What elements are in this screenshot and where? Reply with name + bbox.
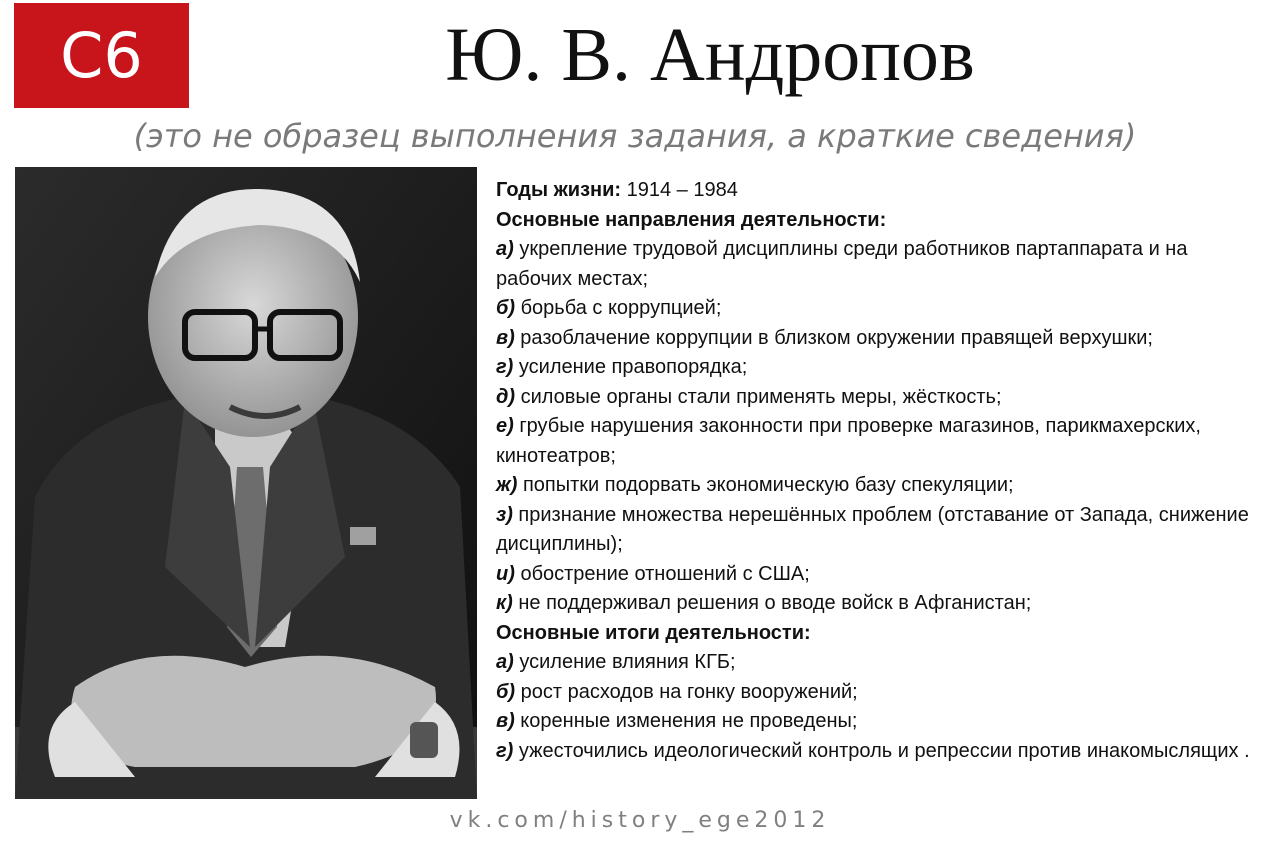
list-item: д) силовые органы стали применять меры, жёсткость; bbox=[496, 385, 1002, 408]
directions-heading: Основные направления деятельности: bbox=[496, 208, 887, 231]
years-value: 1914 – 1984 bbox=[621, 179, 738, 201]
list-item: к) не поддерживал решения о вводе войск в Афганистан; bbox=[496, 592, 1032, 614]
years-line bbox=[496, 176, 1266, 206]
list-item: ж) попытки подорвать экономическую базу спекуляции; bbox=[496, 474, 1014, 496]
list-item: в) коренные изменения не проведены; bbox=[496, 710, 858, 732]
list-item: и) обострение отношений с США; bbox=[496, 562, 810, 585]
list-item: г) ужесточились идеологический контроль и репрессии против инакомыслящих . bbox=[496, 739, 1250, 762]
portrait-illustration bbox=[15, 167, 477, 799]
list-item: а) усиление влияния КГБ; bbox=[496, 651, 736, 673]
page-title: Ю. В. Андропов bbox=[445, 13, 975, 97]
info-text bbox=[496, 176, 1266, 766]
list-item: а) укрепление трудовой дисциплины среди работников партаппарата и на рабочих местах; bbox=[496, 238, 1188, 290]
list-item: е) грубые нарушения законности при проверке магазинов, парикмахерских, кинотеатров; bbox=[496, 415, 1201, 467]
results-heading: Основные итоги деятельности: bbox=[496, 621, 811, 644]
section-badge: С6 bbox=[14, 3, 189, 108]
list-item: г) усиление правопорядка; bbox=[496, 356, 748, 378]
list-item: з) признание множества нерешённых проблем (отставание от Запада, снижение дисциплины); bbox=[496, 503, 1249, 555]
footer-link[interactable]: vk.com/history_ege2012 bbox=[449, 808, 831, 833]
list-item: б) рост расходов на гонку вооружений; bbox=[496, 680, 858, 703]
years-label: Годы жизни: bbox=[496, 179, 622, 201]
page-subtitle: (это не образец выполнения задания, а краткие сведения) bbox=[133, 117, 1137, 155]
portrait-photo bbox=[15, 167, 477, 799]
list-item: б) борьба с коррупцией; bbox=[496, 297, 722, 319]
list-item: в) разоблачение коррупции в близком окружении правящей верхушки; bbox=[496, 326, 1153, 349]
